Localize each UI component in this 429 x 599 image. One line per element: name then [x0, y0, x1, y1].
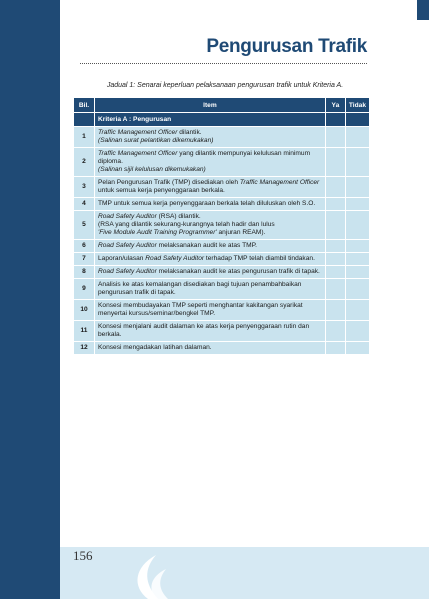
item-line: [98, 323, 322, 339]
section-row: [74, 113, 370, 127]
tidak-checkbox-cell[interactable]: [345, 127, 369, 148]
item-line: [98, 344, 322, 352]
footer-band: [0, 547, 429, 599]
row-number: 9: [74, 279, 95, 300]
item-line: [98, 281, 322, 297]
ya-checkbox-cell[interactable]: [325, 266, 345, 279]
item-text: Konsesi menjalani audit dalaman ke atas kerja penyenggaraan rutin dan berkala.: [98, 323, 310, 338]
table-row: [74, 253, 370, 266]
tidak-checkbox-cell[interactable]: [345, 266, 369, 279]
item-text: Road Safety Auditor: [145, 255, 205, 262]
header-tidak: Tidak: [345, 98, 369, 113]
section-tidak-cell: [345, 113, 369, 127]
row-number: 4: [74, 198, 95, 211]
sidebar-band: [0, 0, 60, 599]
tidak-checkbox-cell[interactable]: [345, 321, 369, 342]
item-line: [98, 302, 322, 318]
ya-checkbox-cell[interactable]: [325, 177, 345, 198]
ya-checkbox-cell[interactable]: [325, 198, 345, 211]
table-row: [74, 342, 370, 355]
ya-checkbox-cell[interactable]: [325, 211, 345, 240]
item-text: TMP untuk semua kerja penyenggaraan berkala telah diluluskan oleh S.O.: [98, 200, 316, 207]
item-text: Road Safety Auditor: [98, 213, 157, 220]
row-item: [95, 211, 326, 240]
tidak-checkbox-cell[interactable]: [345, 279, 369, 300]
item-text: 'Five Module Audit Training Programmer': [98, 229, 217, 236]
item-text: Traffic Management Officer: [239, 179, 320, 186]
item-text: Traffic Management Officer: [98, 150, 178, 157]
row-number: 3: [74, 177, 95, 198]
item-line: [98, 166, 322, 174]
table-row: [74, 198, 370, 211]
section-bil-cell: [74, 113, 95, 127]
row-item: [95, 240, 326, 253]
row-number: 6: [74, 240, 95, 253]
row-item: [95, 321, 326, 342]
page-title: Pengurusan Trafik: [206, 36, 367, 57]
table-header-row: [74, 98, 370, 113]
item-line: [98, 255, 322, 263]
item-line: [98, 229, 322, 237]
item-text: Analisis ke atas kemalangan disediakan bagi tujuan penambahbaikan pengurusan trafik di tapak.: [98, 281, 302, 296]
ya-checkbox-cell[interactable]: [325, 321, 345, 342]
tidak-checkbox-cell[interactable]: [345, 198, 369, 211]
row-item: [95, 177, 326, 198]
row-item: [95, 253, 326, 266]
ya-checkbox-cell[interactable]: [325, 342, 345, 355]
item-line: [98, 137, 322, 145]
item-text: Pelan Pengurusan Trafik (TMP) disediakan oleh: [98, 179, 240, 186]
header-ya: Ya: [325, 98, 345, 113]
tidak-checkbox-cell[interactable]: [345, 211, 369, 240]
table-row: [74, 211, 370, 240]
table-row: [74, 127, 370, 148]
item-text: Road Safety Auditor: [98, 242, 157, 249]
tidak-checkbox-cell[interactable]: [345, 342, 369, 355]
item-line: [98, 268, 322, 276]
item-text: Konsesi membudayakan TMP seperti menghantar kakitangan syarikat menyertai kursus/seminar/bengkel TMP.: [98, 302, 303, 317]
tidak-checkbox-cell[interactable]: [345, 177, 369, 198]
item-line: [98, 221, 322, 229]
section-label: Kriteria A : Pengurusan: [95, 113, 326, 127]
table-caption: Jadual 1: Senarai keperluan pelaksanaan pengurusan trafik untuk Kriteria A.: [106, 82, 344, 89]
item-text: melaksanakan audit ke atas TMP.: [156, 242, 257, 249]
row-number: 10: [74, 300, 95, 321]
table-row: [74, 266, 370, 279]
row-item: [95, 279, 326, 300]
row-number: 5: [74, 211, 95, 240]
item-text: (Salinan surat pelantikan dikemukakan): [98, 137, 214, 144]
table-row: [74, 300, 370, 321]
table-row: [74, 240, 370, 253]
table-row: [74, 177, 370, 198]
item-line: [98, 200, 322, 208]
item-line: [98, 242, 322, 250]
table-row: [74, 148, 370, 177]
page-number: 156: [73, 548, 93, 563]
row-number: 7: [74, 253, 95, 266]
ya-checkbox-cell[interactable]: [325, 253, 345, 266]
table-row: [74, 279, 370, 300]
tidak-checkbox-cell[interactable]: [345, 253, 369, 266]
ya-checkbox-cell[interactable]: [325, 279, 345, 300]
item-text: Traffic Management Officer: [98, 129, 178, 136]
corner-tab: [417, 0, 429, 20]
item-text: terhadap TMP telah diambil tindakan.: [204, 255, 315, 262]
row-item: [95, 198, 326, 211]
row-item: [95, 300, 326, 321]
item-line: [98, 213, 322, 221]
title-rule: [80, 63, 367, 64]
item-line: [98, 179, 322, 195]
tidak-checkbox-cell[interactable]: [345, 148, 369, 177]
ya-checkbox-cell[interactable]: [325, 300, 345, 321]
item-text: (Salinan sijil kelulusan dikemukakan): [98, 166, 206, 173]
swoosh-logo-icon: [118, 547, 178, 599]
ya-checkbox-cell[interactable]: [325, 127, 345, 148]
criteria-table: [73, 97, 370, 355]
item-text: yang dilantik mempunyai kelulusan minimum diploma.: [98, 150, 311, 165]
tidak-checkbox-cell[interactable]: [345, 240, 369, 253]
row-number: 8: [74, 266, 95, 279]
item-text: dilantik.: [177, 129, 202, 136]
item-text: melaksanakan audit ke atas pengurusan trafik di tapak.: [156, 268, 320, 275]
item-text: (RSA) dilantik.: [156, 213, 201, 220]
item-text: Laporan/ulasan: [98, 255, 146, 262]
item-line: [98, 150, 322, 166]
ya-checkbox-cell[interactable]: [325, 240, 345, 253]
row-item: [95, 148, 326, 177]
row-number: 12: [74, 342, 95, 355]
header-bil: Bil.: [74, 98, 95, 113]
item-text: (RSA yang dilantik sekurang-kurangnya telah hadir dan lulus: [98, 221, 275, 228]
section-ya-cell: [325, 113, 345, 127]
ya-checkbox-cell[interactable]: [325, 148, 345, 177]
row-number: 1: [74, 127, 95, 148]
table-row: [74, 321, 370, 342]
item-line: [98, 129, 322, 137]
tidak-checkbox-cell[interactable]: [345, 300, 369, 321]
item-text: anjuran REAM).: [216, 229, 266, 236]
row-number: 2: [74, 148, 95, 177]
item-text: Konsesi mengadakan latihan dalaman.: [98, 344, 212, 351]
row-number: 11: [74, 321, 95, 342]
item-text: untuk semua kerja penyenggaraan berkala.: [98, 187, 225, 194]
row-item: [95, 266, 326, 279]
item-text: Road Safety Auditor: [98, 268, 157, 275]
row-item: [95, 342, 326, 355]
header-item: Item: [95, 98, 326, 113]
row-item: [95, 127, 326, 148]
